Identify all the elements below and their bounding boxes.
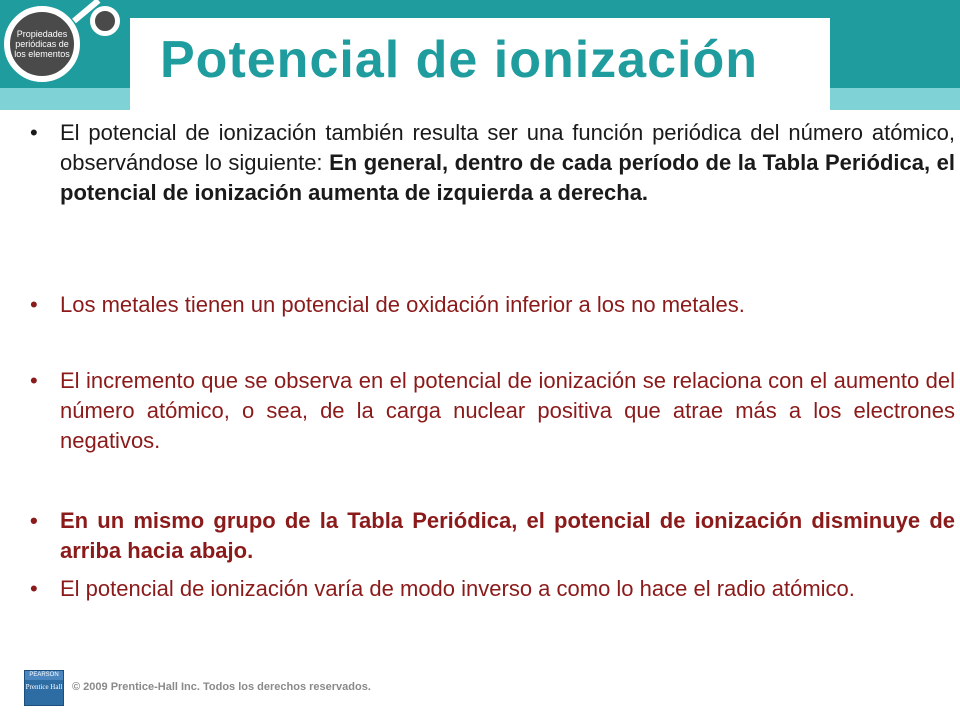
bullet-1-bold-text: En general, dentro de cada período de la Tabla Periódica, el potencial de ionización aumenta de izquierda a derecha. <box>60 150 955 205</box>
bullet-4-text: En un mismo grupo de la Tabla Periódica, el potencial de ionización disminuye de arriba hacia abajo. <box>60 508 955 563</box>
bullet-marker: • <box>30 120 38 145</box>
bullet-1-text: El potencial de ionización también resulta ser una función periódica del número atómico, observándose lo siguiente: <box>60 120 955 175</box>
bullet-marker: • <box>30 508 38 533</box>
bullet-5-text: El potencial de ionización varía de modo inverso a como lo hace el radio atómico. <box>60 576 855 601</box>
publisher-logo-top: PEARSON <box>25 671 63 680</box>
publisher-logo-bottom: Prentice Hall <box>25 683 63 691</box>
bullet-marker: • <box>30 292 38 317</box>
bullet-2-text: Los metales tienen un potencial de oxidación inferior a los no metales. <box>60 292 745 317</box>
publisher-logo <box>24 670 64 706</box>
badge-knob-icon <box>90 6 120 36</box>
bullet-item-1 <box>30 118 955 208</box>
topic-badge-label: Propiedades periódicas de los elementos <box>14 29 70 59</box>
bullet-item-2 <box>30 290 955 320</box>
bullet-item-5 <box>30 574 955 604</box>
bullet-marker: • <box>30 368 38 393</box>
bullet-marker: • <box>30 576 38 601</box>
bullet-item-3 <box>30 366 955 456</box>
bullet-3-text: El incremento que se observa en el potencial de ionización se relaciona con el aumento del número atómico, o sea, de la carga nuclear positiva que atrae más a los electrones negativos. <box>60 368 955 453</box>
copyright-notice: © 2009 Prentice-Hall Inc. Todos los derechos reservados. <box>72 681 371 693</box>
bullet-item-4 <box>30 506 955 566</box>
page-title: Potencial de ionización <box>160 31 758 89</box>
topic-badge <box>4 6 80 82</box>
